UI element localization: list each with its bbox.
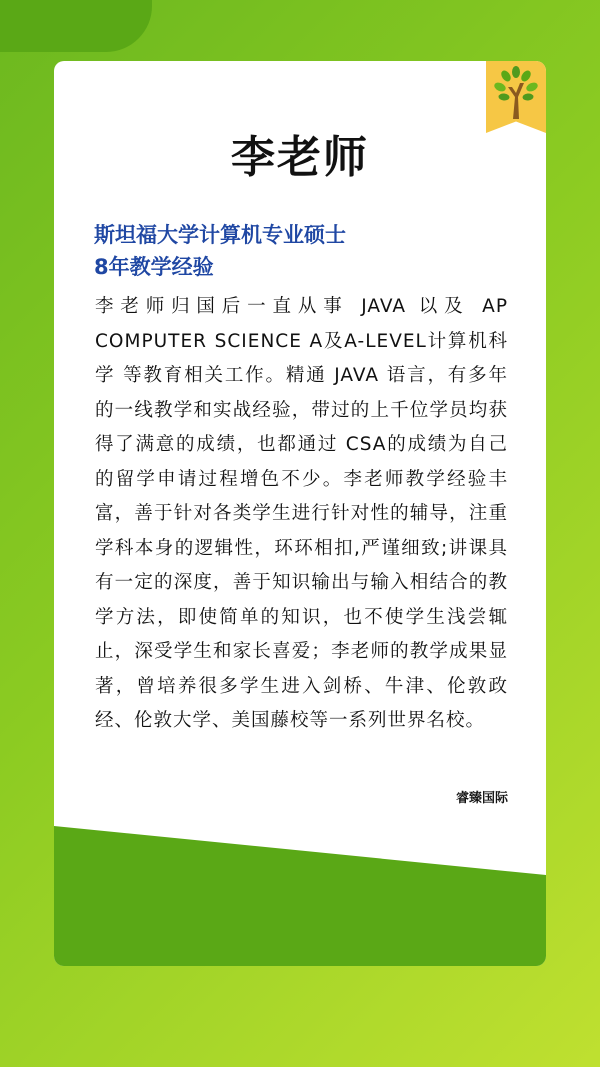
brand-label: 睿臻国际 xyxy=(455,791,508,806)
card-bottom-band xyxy=(54,826,546,966)
teacher-name: 李老师 xyxy=(231,132,369,183)
decorative-top-left-shape xyxy=(0,0,152,52)
teacher-card xyxy=(54,61,546,966)
teacher-credentials xyxy=(94,219,514,283)
credential-experience: 8年教学经验 xyxy=(94,255,214,279)
teacher-description: 李老师归国后一直从事 JAVA 以及 AP COMPUTER SCIENCE A及A-LEVEL计算机科学 等教育相关工作。精通 JAVA 语言，有多年的一线教学和实战经验，带过的上千位学员均获得了满意的成绩，也都通过 CSA的成绩为自己的留学申请过程增色不少。李老师教学经验丰富，善于针对各类学生进行针对性的辅导，注重学科本身的逻辑性，环环相扣,严谨细致;讲课具有一定的深度，善于知识输出与输入相结合的教学方法，即使简单的知识，也不使学生浅尝辄止，深受学生和家长喜爱；李老师的教学成果显著，曾培养很多学生进入剑桥、牛津、伦敦政经、伦敦大学、美国藤校等一系列世界名校。 xyxy=(95,296,508,731)
credential-degree: 斯坦福大学计算机专业硕士 xyxy=(94,223,346,247)
tree-icon xyxy=(491,63,541,121)
